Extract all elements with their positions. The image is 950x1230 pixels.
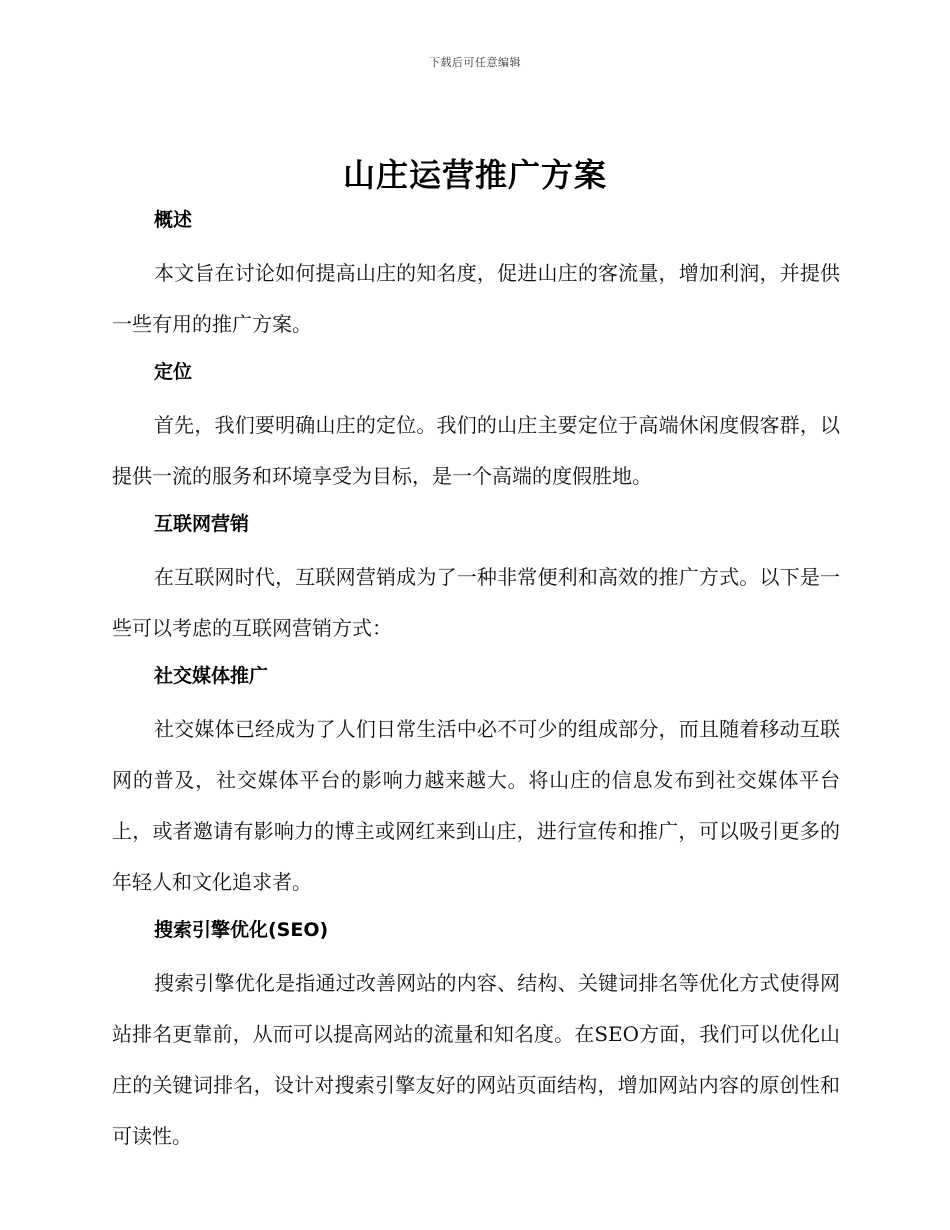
section-social-media [112, 654, 840, 908]
section-heading: 社交媒体推广 [154, 665, 269, 687]
section-internet-marketing [112, 502, 840, 654]
section-paragraph: 首先，我们要明确山庄的定位。我们的山庄主要定位于高端休闲度假客群，以提供一流的服务和环境享受为目标，是一个高端的度假胜地。 [112, 413, 840, 488]
section-paragraph: 搜索引擎优化是指通过改善网站的内容、结构、关键词排名等优化方式使得网站排名更靠前，从而可以提高网站的流量和知名度。在SEO方面，我们可以优化山庄的关键词排名，设计对搜索引擎友好的网站页面结构，增加网站内容的原创性和可读性。 [112, 971, 840, 1148]
document-title: 山庄运营推广方案 [342, 156, 607, 194]
section-overview [112, 198, 840, 350]
section-heading: 定位 [154, 361, 193, 383]
header-note: 下载后可任意编辑 [429, 56, 521, 69]
section-seo [112, 908, 840, 1162]
section-positioning [112, 350, 840, 502]
section-heading: 概述 [154, 209, 193, 231]
section-heading: 搜索引擎优化(SEO) [154, 919, 329, 941]
document-body [112, 198, 840, 1162]
section-paragraph: 社交媒体已经成为了人们日常生活中必不可少的组成部分，而且随着移动互联网的普及，社交媒体平台的影响力越来越大。将山庄的信息发布到社交媒体平台上，或者邀请有影响力的博主或网红来到山庄，进行宣传和推广，可以吸引更多的年轻人和文化追求者。 [112, 717, 840, 894]
section-paragraph: 本文旨在讨论如何提高山庄的知名度，促进山庄的客流量，增加利润，并提供一些有用的推广方案。 [112, 261, 840, 336]
section-paragraph: 在互联网时代，互联网营销成为了一种非常便利和高效的推广方式。以下是一些可以考虑的互联网营销方式： [112, 565, 840, 640]
section-heading: 互联网营销 [154, 513, 250, 535]
